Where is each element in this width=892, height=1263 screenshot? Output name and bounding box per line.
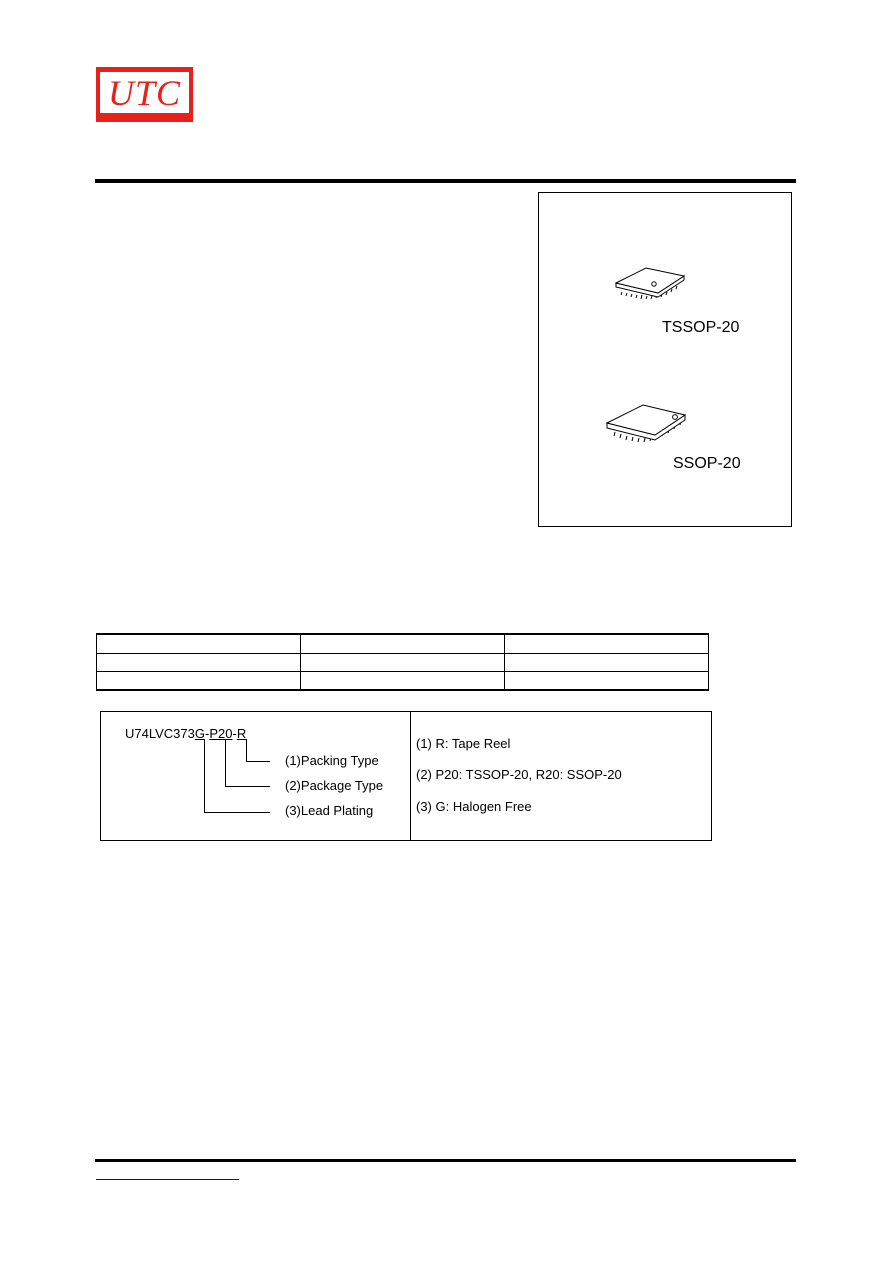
- packing-type-label: (1)Packing Type: [285, 753, 379, 768]
- part-number-prefix: U74LVC373: [125, 726, 195, 741]
- utc-logo: [96, 67, 193, 122]
- table-cell: [301, 634, 505, 654]
- table-row: [97, 672, 709, 691]
- table-row: [97, 634, 709, 654]
- ssop-20-label: SSOP-20: [673, 455, 741, 472]
- package-description: (2) P20: TSSOP-20, R20: SSOP-20: [416, 767, 622, 782]
- table-cell: [301, 654, 505, 672]
- header-rule: [95, 179, 796, 183]
- table-cell: [505, 654, 709, 672]
- part-number-packing: R: [236, 726, 247, 741]
- table-cell: [301, 672, 505, 691]
- ordering-table: [96, 633, 709, 691]
- footer-link[interactable]: [96, 1179, 239, 1180]
- tssop-20-package-icon: [612, 264, 688, 302]
- part-number-divider: [410, 711, 411, 841]
- table-cell: [505, 672, 709, 691]
- logo-text: UTC: [107, 73, 182, 113]
- table-cell: [97, 634, 301, 654]
- table-cell: [97, 672, 301, 691]
- package-type-label: (2)Package Type: [285, 778, 384, 793]
- table-row: [97, 654, 709, 672]
- table-cell: [97, 654, 301, 672]
- lead-plating-description: (3) G: Halogen Free: [416, 799, 532, 814]
- footer-rule: [95, 1159, 796, 1162]
- table-cell: [505, 634, 709, 654]
- part-number-connectors: [200, 738, 290, 818]
- ssop-20-package-icon: [603, 400, 689, 446]
- tssop-20-label: TSSOP-20: [662, 319, 740, 336]
- lead-plating-label: (3)Lead Plating: [285, 803, 374, 818]
- logo-inner: [100, 72, 189, 113]
- part-number-package: P20: [209, 726, 233, 741]
- packing-description: (1) R: Tape Reel: [416, 736, 511, 751]
- package-box: [538, 192, 792, 527]
- part-number-lead-plating: G: [194, 726, 205, 741]
- part-number-dash: -: [205, 726, 210, 741]
- part-number-dash: -: [232, 726, 237, 741]
